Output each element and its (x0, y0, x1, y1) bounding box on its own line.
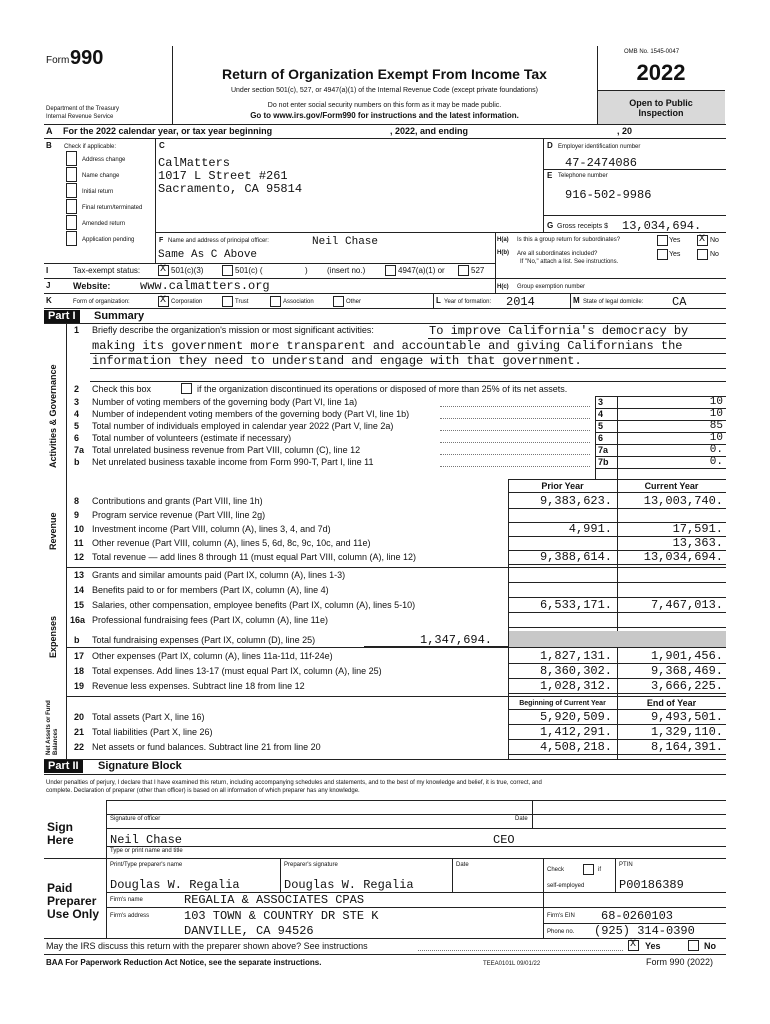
gov-line-number: 6 (74, 433, 80, 443)
discuss-yes: Yes (645, 941, 661, 951)
prior-year-value: 1,028,312. (539, 679, 612, 693)
form-word: Form (46, 55, 70, 66)
dept-irs: Internal Revenue Service (46, 114, 114, 120)
line-text: Investment income (Part VIII, column (A), lines 3, 4, and 7d) (92, 524, 331, 534)
box-b-item-label: Amended return (82, 221, 126, 227)
prior-year-value: 5,920,509. (539, 710, 612, 724)
prior-year-value: 4,508,218. (539, 740, 612, 754)
leader-dots (440, 466, 590, 467)
hc-text: Group exemption number (517, 284, 586, 290)
line-a-label: A (46, 126, 53, 136)
part1-tag: Part I (44, 310, 80, 323)
discuss-no: No (704, 941, 716, 951)
leader-dots (440, 442, 590, 443)
line-i-label: I (46, 266, 49, 275)
line-text: Contributions and grants (Part VIII, line 1h) (92, 496, 263, 506)
firm-address-1: 103 TOWN & COUNTRY DR STE K (184, 909, 379, 923)
prior-year-value: 9,388,614. (539, 550, 612, 564)
status-501c-checkbox[interactable] (222, 265, 233, 276)
line-number: 22 (74, 742, 85, 752)
leader-dots (300, 721, 505, 722)
part2-title: Signature Block (98, 760, 182, 772)
form-subtitle: Under section 501(c), 527, or 4947(a)(1) of the Internal Revenue Code (except private foundations) (230, 87, 538, 94)
ha-no-mark: X (698, 234, 705, 245)
phone-value: 916-502-9986 (565, 188, 652, 202)
ptin-label: PTIN (619, 862, 633, 868)
ha-yes: Yes (669, 237, 681, 244)
status-527-checkbox[interactable] (458, 265, 469, 276)
line-number: 13 (74, 570, 85, 580)
line1-text: Briefly describe the organization's mission or most significant activities: (92, 325, 374, 335)
penalty-line2: complete. Declaration of preparer (other than officer) is based on all information of which preparer has any knowledge. (46, 788, 360, 794)
current-year-value: 9,493,501. (650, 710, 723, 724)
line-l-text: Year of formation: (444, 299, 492, 305)
gov-line-text: Number of voting members of the governing body (Part VI, line 1a) (92, 397, 358, 407)
baa-notice: BAA For Paperwork Reduction Act Notice, see the separate instructions. (46, 958, 322, 967)
mission-line2: making its government more transparent and accountable and giving Californians the (92, 339, 683, 353)
line-text: Professional fundraising fees (Part IX, column (A), line 11e) (92, 615, 328, 625)
hb-note: If "No," attach a list. See instructions. (520, 259, 619, 265)
prior-year-value: 6,533,171. (539, 598, 612, 612)
row-rule (508, 508, 726, 509)
line-j-label: J (46, 281, 51, 290)
line-number: 18 (74, 666, 85, 676)
line-k-label: K (46, 296, 52, 305)
line2-text-b: if the organization discontinued its operations or disposed of more than 25% of its net assets. (197, 384, 568, 394)
gov-line-value: 10 (709, 408, 723, 420)
gov-line-number: 3 (74, 397, 80, 407)
omb-number: OMB No. 1545-0047 (624, 49, 680, 55)
check-label: Check (547, 867, 565, 873)
gross-receipts: 13,034,694. (622, 219, 702, 233)
line-text: Total assets (Part X, line 16) (92, 712, 205, 722)
line-m-label: M (573, 296, 580, 305)
current-year-value: 9,368,469. (650, 664, 723, 678)
box-b-checkbox[interactable] (66, 199, 77, 214)
leader-dots (300, 624, 505, 625)
leader-dots (300, 594, 505, 595)
gov-line-number: 4 (74, 409, 80, 419)
line-a-text: For the 2022 calendar year, or tax year beginning (63, 126, 273, 136)
status-4947-checkbox[interactable] (385, 265, 396, 276)
year-formation: 2014 (506, 295, 535, 309)
status-501c3-mark: X (159, 264, 166, 275)
line-text: Net assets or fund balances. Subtract line 21 from line 20 (92, 742, 321, 752)
sign-date-label: Date (515, 816, 528, 822)
leader-dots (440, 430, 590, 431)
firm-address-label: Firm's address (110, 913, 150, 919)
assoc-checkbox[interactable] (270, 296, 281, 307)
line-text: Total liabilities (Part X, line 26) (92, 727, 213, 737)
discuss-text: May the IRS discuss this return with the preparer shown above? See instructions (46, 941, 368, 951)
paid-label: Paid (47, 881, 73, 895)
leader-dots (440, 406, 590, 407)
corp-label: Corporation (171, 299, 203, 305)
leader-dots (300, 690, 505, 691)
status-527: 527 (471, 266, 485, 275)
gov-line-text: Net unrelated business taxable income from Form 990-T, Part I, line 11 (92, 457, 374, 467)
trust-label: Trust (235, 299, 249, 305)
line-text: Total revenue — add lines 8 through 11 (must equal Part VIII, column (A), line 12) (92, 552, 416, 562)
dept-treasury: Department of the Treasury (46, 106, 120, 112)
current-year-value: 1,329,110. (650, 725, 723, 739)
box-b-title: Check if applicable: (64, 144, 117, 150)
gov-value-rule (617, 396, 618, 479)
line-j-text: Website: (73, 281, 111, 291)
line-number: 10 (74, 524, 85, 534)
line-number: 16a (70, 615, 86, 625)
current-year-value: 7,467,013. (650, 598, 723, 612)
line-text: Total expenses. Add lines 13-17 (must equal Part IX, column (A), line 25) (92, 666, 382, 676)
inspection: Inspection (638, 108, 684, 118)
box-b-label: B (46, 141, 52, 150)
side-expenses: Expenses (48, 615, 58, 658)
part1-title: Summary (94, 310, 145, 322)
line-m-text: State of legal domicile: (583, 299, 644, 305)
col-end-year: End of Year (646, 698, 697, 708)
ha-no: No (710, 237, 719, 244)
gov-line-value: 0. (709, 444, 723, 456)
firm-name-label: Firm's name (110, 897, 143, 903)
gov-top-rule (595, 396, 726, 397)
box-b-checkbox[interactable] (66, 231, 77, 246)
gov-box-number: 6 (598, 433, 604, 443)
line-text: Salaries, other compensation, employee benefits (Part IX, column (A), lines 5-10) (92, 600, 416, 610)
other-label: Other (346, 299, 362, 305)
hb-yes-checkbox[interactable] (657, 249, 668, 260)
gov-box-number: 7b (598, 457, 609, 467)
gov-line-text: Total number of volunteers (estimate if necessary) (92, 433, 292, 443)
line-a-end: , 20 (617, 126, 633, 136)
leader-dots (300, 505, 505, 506)
line-number: 20 (74, 712, 85, 722)
current-year-value: 1,901,456. (650, 649, 723, 663)
line-number: 11 (74, 538, 84, 548)
line-text: Program service revenue (Part VIII, line 2g) (92, 510, 266, 520)
status-501c: 501(c) ( (235, 266, 263, 275)
hb-no: No (710, 251, 719, 258)
box-c-label: C (159, 141, 165, 150)
line-text: Grants and similar amounts paid (Part IX, column (A), lines 1-3) (92, 570, 346, 580)
instructions-notice: Go to www.irs.gov/Form990 for instructions and the latest information. (250, 111, 519, 120)
line16b-shaded (509, 631, 726, 647)
trust-checkbox[interactable] (222, 296, 233, 307)
hc-label: H(c) (497, 284, 509, 290)
box-b-checkbox[interactable] (66, 151, 77, 166)
leader-dots (300, 519, 505, 520)
row-rule (595, 468, 726, 469)
firm-phone: (925) 314-0390 (594, 924, 695, 938)
line-text: Other expenses (Part IX, column (A), lines 11a-11d, 11f-24e) (92, 651, 333, 661)
line16b-no: b (74, 635, 80, 645)
ha-label: H(a) (497, 237, 509, 243)
firm-ein: 68-0260103 (601, 909, 674, 923)
gov-line-value: 10 (709, 396, 723, 408)
line2-text-a: Check this box (92, 384, 152, 394)
side-revenue: Revenue (48, 512, 58, 550)
col-prior-year: Prior Year (541, 481, 584, 491)
row-rule (508, 693, 726, 694)
officer-signature-label: Signature of officer (110, 816, 161, 822)
preparer-sig-label: Preparer's signature (284, 862, 338, 868)
gov-line-number: 5 (74, 421, 80, 431)
line-number: 21 (74, 727, 85, 737)
box-b-item-label: Final return/terminated (82, 205, 143, 211)
gov-line-text: Total number of individuals employed in calendar year 2022 (Part V, line 2a) (92, 421, 394, 431)
here-label: Here (47, 833, 74, 847)
box-g-label: G (547, 221, 554, 230)
tax-year: 2022 (636, 60, 686, 85)
gov-line-text: Total unrelated business revenue from Part VIII, column (C), line 12 (92, 445, 361, 455)
prior-year-value: 8,360,302. (539, 664, 612, 678)
ein-value: 47-2474086 (565, 156, 638, 170)
box-b-item-label: Address change (82, 157, 126, 163)
line2-no: 2 (74, 384, 80, 394)
col-current-year: Current Year (644, 481, 699, 491)
gov-line-number: 7a (74, 445, 85, 455)
state-domicile: CA (672, 295, 687, 309)
line-l-label: L (436, 296, 441, 305)
org-city: Sacramento, CA 95814 (158, 182, 303, 196)
part2-tag: Part II (44, 760, 83, 773)
gov-line-number: b (74, 457, 80, 467)
gov-line-text: Number of independent voting members of the governing body (Part VI, line 1b) (92, 409, 410, 419)
officer-address: Same As C Above (158, 249, 258, 261)
mission-line3: information they need to understand and engage with that government. (92, 354, 582, 368)
ssn-notice: Do not enter social security numbers on this form as it may be made public. (267, 102, 502, 109)
preparer-signature: Douglas W. Regalia (284, 878, 414, 892)
side-net-assets: Net Assets or Fund Balances (46, 700, 59, 755)
row-rule (508, 754, 726, 755)
box-f-label: F (159, 237, 164, 244)
gov-box-number: 4 (598, 409, 604, 419)
ptin-value: P00186389 (619, 878, 684, 892)
self-employed-checkbox[interactable] (583, 864, 594, 875)
current-year-value: 3,666,225. (650, 679, 723, 693)
line16b-value: 1,347,694. (420, 633, 493, 647)
box-b-checkbox[interactable] (66, 215, 77, 230)
form-number: 990 (70, 47, 104, 69)
row-rule (508, 582, 726, 583)
org-street: 1017 L Street #261 (158, 169, 288, 183)
penalty-line1: Under penalties of perjury, I declare that I have examined this return, including accompanying schedules and statements, and to the best of my knowledge and belief, it is true, correct, and (46, 780, 542, 786)
gov-box-number: 5 (598, 421, 604, 431)
discuss-no-checkbox[interactable] (688, 940, 699, 951)
leader-dots (300, 736, 505, 737)
line2-checkbox[interactable] (181, 383, 192, 394)
corp-mark: X (159, 295, 166, 306)
officer-name: Neil Chase (312, 236, 379, 248)
line-number: 8 (74, 496, 80, 506)
signer-name: Neil Chase (110, 833, 183, 847)
signer-title: CEO (493, 833, 515, 847)
box-b-item-label: Initial return (82, 189, 114, 195)
box-e-label: E (547, 171, 553, 180)
status-501c-close: ) (305, 266, 308, 275)
gov-line-value: 10 (709, 432, 723, 444)
firm-phone-label: Phone no. (547, 929, 575, 935)
line-number: 15 (74, 600, 85, 610)
other-checkbox[interactable] (333, 296, 344, 307)
hb-label: H(b) (497, 250, 509, 256)
row-rule (508, 564, 726, 565)
prior-year-value: 1,827,131. (539, 649, 612, 663)
hb-no-checkbox[interactable] (697, 249, 708, 260)
line-i-text: Tax-exempt status: (73, 266, 141, 275)
gov-line-value: 85 (709, 420, 723, 432)
ha-yes-checkbox[interactable] (657, 235, 668, 246)
footer-form-ref: Form 990 (2022) (646, 957, 714, 967)
line-number: 14 (74, 585, 85, 595)
assoc-label: Association (283, 299, 314, 305)
status-4947: 4947(a)(1) or (398, 266, 445, 275)
row-rule (508, 627, 726, 628)
leader-dots (300, 751, 505, 752)
line-a-mid: , 2022, and ending (390, 126, 469, 136)
preparer-date-label: Date (456, 862, 469, 868)
firm-ein-label: Firm's EIN (547, 913, 575, 919)
box-e-title: Telephone number (558, 173, 608, 179)
use-only-label: Use Only (47, 907, 100, 921)
line-k-text: Form of organization: (73, 299, 130, 305)
row-rule (508, 612, 726, 613)
status-insert-no: (insert no.) (327, 266, 366, 275)
open-to-public: Open to Public (629, 98, 693, 108)
side-activities-governance: Activities & Governance (48, 364, 58, 468)
prior-year-value: 9,383,623. (539, 494, 612, 508)
current-year-value: 13,363. (672, 536, 723, 550)
current-year-value: 8,164,391. (650, 740, 723, 754)
leader-dots (440, 418, 590, 419)
line-number: 9 (74, 510, 80, 520)
leader-dots (300, 533, 505, 534)
current-year-value: 13,003,740. (643, 494, 723, 508)
org-name: CalMatters (158, 156, 231, 170)
line-text: Revenue less expenses. Subtract line 18 from line 12 (92, 681, 305, 691)
line-number: 17 (74, 651, 85, 661)
box-d-label: D (547, 141, 553, 150)
firm-name: REGALIA & ASSOCIATES CPAS (184, 893, 365, 907)
ha-text: Is this a group return for subordinates? (517, 237, 621, 243)
box-f-title: Name and address of principal officer: (168, 238, 269, 244)
line-number: 19 (74, 681, 85, 691)
preparer-label: Preparer (47, 894, 97, 908)
prior-year-value: 4,991. (568, 522, 612, 536)
preparer-name-label: Print/Type preparer's name (110, 862, 183, 868)
website-value[interactable]: www.calmatters.org (140, 279, 270, 293)
line-number: 12 (74, 552, 85, 562)
box-b-checkbox[interactable] (66, 167, 77, 182)
preparer-name: Douglas W. Regalia (110, 878, 240, 892)
leader-dots (440, 454, 590, 455)
box-b-item-label: Application pending (82, 237, 135, 243)
mission-line1: To improve California's democracy by (429, 324, 689, 338)
print-name-label: Type or print name and title (110, 848, 183, 854)
gov-box-number: 3 (598, 397, 604, 407)
box-d-title: Employer identification number (558, 144, 641, 150)
self-employed-label: self-employed (547, 883, 585, 889)
hb-text: Are all subordinates included? (517, 251, 598, 257)
form-title: Return of Organization Exempt From Income Tax (222, 66, 547, 82)
gov-line-value: 0. (709, 456, 723, 468)
line16b-text: Total fundraising expenses (Part IX, column (D), line 25) (92, 635, 316, 645)
hb-yes: Yes (669, 251, 681, 258)
col-begin-year: Beginning of Current Year (519, 700, 606, 707)
form-code: TEEA0101L 09/01/22 (483, 961, 541, 967)
box-b-item-label: Name change (82, 173, 120, 179)
line-text: Other revenue (Part VIII, column (A), lines 5, 6d, 8c, 9c, 10c, and 11e) (92, 538, 371, 548)
prior-year-value: 1,412,291. (539, 725, 612, 739)
status-501c3: 501(c)(3) (171, 266, 204, 275)
box-g-title: Gross receipts $ (557, 223, 608, 230)
if-label: if (598, 867, 601, 873)
sign-label: Sign (47, 820, 73, 834)
gov-box-number: 7a (598, 445, 609, 455)
line1-no: 1 (74, 325, 80, 335)
line-text: Benefits paid to or for members (Part IX, column (A), line 4) (92, 585, 329, 595)
firm-address-2: DANVILLE, CA 94526 (184, 924, 314, 938)
box-b-checkbox[interactable] (66, 183, 77, 198)
discuss-yes-mark: X (629, 939, 636, 950)
current-year-value: 13,034,694. (643, 550, 723, 564)
current-year-value: 17,591. (672, 522, 723, 536)
gov-box-rule (595, 396, 596, 479)
